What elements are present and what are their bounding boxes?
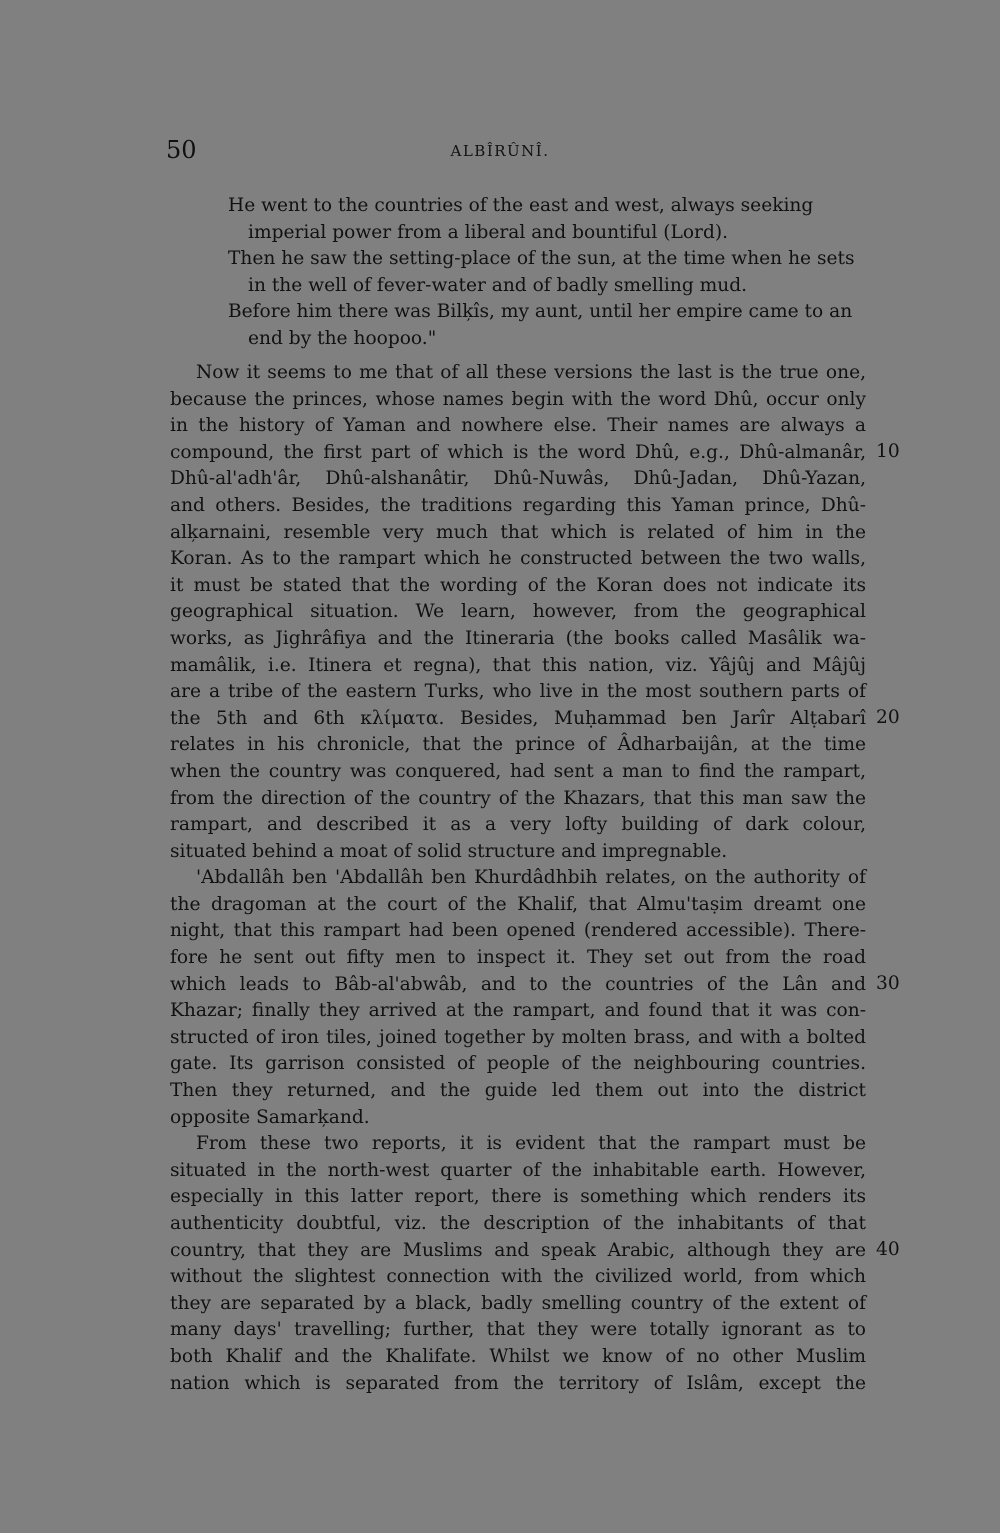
text-line: the 5th and 6th κλίματα. Besides, Muḥammad ben Jarîr Alṭabarî xyxy=(170,707,866,729)
text-line: because the princes, whose names begin with the word Dhû, occur only xyxy=(170,388,866,410)
text-line: Dhû-al'adh'âr, Dhû-alshanâtir, Dhû-Nuwâs, Dhû-Jadan, Dhû-Yazan, xyxy=(170,468,866,490)
line-number-marker: 30 xyxy=(876,973,900,994)
line-number-marker: 40 xyxy=(876,1239,900,1260)
text-line: and others. Besides, the traditions regarding this Yaman prince, Dhû- xyxy=(170,494,866,516)
verse-line: imperial power from a liberal and bountiful (Lord). xyxy=(248,221,729,243)
text-line: opposite Samarķand. xyxy=(170,1106,370,1128)
verse-quotation xyxy=(228,193,864,353)
text-line: 'Abdallâh ben 'Abdallâh ben Khurdâdhbih relates, on the authority of xyxy=(196,867,866,889)
text-line: which leads to Bâb-al'abwâb, and to the countries of the Lân and xyxy=(170,973,866,995)
verse-line: in the well of fever-water and of badly smelling mud. xyxy=(248,274,748,296)
text-line: nation which is separated from the territory of Islâm, except the xyxy=(170,1372,866,1394)
line-number-marker: 10 xyxy=(876,441,900,462)
paragraph xyxy=(170,865,866,1131)
verse-line: Before him there was Bilķîs, my aunt, until her empire came to an xyxy=(228,301,853,323)
line-number-marker: 20 xyxy=(876,707,900,728)
text-line: compound, the first part of which is the word Dhû, e.g., Dhû-almanâr, xyxy=(170,441,866,463)
text-line: especially in this latter report, there is something which renders its xyxy=(170,1186,866,1208)
verse-line: end by the hoopoo." xyxy=(248,327,437,349)
text-line: the dragoman at the court of the Khalif, that Almu'taṣim dreamt one xyxy=(170,893,866,915)
text-line: country, that they are Muslims and speak Arabic, although they are xyxy=(170,1239,866,1261)
page-header xyxy=(0,136,1000,166)
text-line: structed of iron tiles, joined together by molten brass, and with a bolted xyxy=(170,1026,866,1048)
verse-line: Then he saw the setting-place of the sun, at the time when he sets xyxy=(228,248,855,270)
text-line: from the direction of the country of the Khazars, that this man saw the xyxy=(170,787,866,809)
text-line: Then they returned, and the guide led them out into the district xyxy=(170,1080,866,1102)
text-line: mamâlik, i.e. Itinera et regna), that this nation, viz. Yâjûj and Mâjûj xyxy=(170,654,866,676)
text-line: Koran. As to the rampart which he constructed between the two walls, xyxy=(170,548,866,570)
text-line: it must be stated that the wording of the Koran does not indicate its xyxy=(170,574,866,596)
paragraph xyxy=(170,360,866,865)
text-line: Khazar; finally they arrived at the rampart, and found that it was con- xyxy=(170,1000,866,1022)
text-line: night, that this rampart had been opened (rendered accessible). There- xyxy=(170,920,866,942)
text-line: relates in his chronicle, that the prince of Âdharbaijân, at the time xyxy=(170,734,866,756)
text-line: gate. Its garrison consisted of people of the neighbouring countries. xyxy=(170,1053,866,1075)
text-line: both Khalif and the Khalifate. Whilst we know of no other Muslim xyxy=(170,1345,866,1367)
body-text xyxy=(170,360,866,1397)
page-number: 50 xyxy=(166,136,197,164)
text-line: works, as Jighrâfiya and the Itineraria (the books called Masâlik wa- xyxy=(170,627,866,649)
text-line: many days' travelling; further, that they were totally ignorant as to xyxy=(170,1319,866,1341)
text-line: situated behind a moat of solid structure and impregnable. xyxy=(170,840,728,862)
text-line: From these two reports, it is evident that the rampart must be xyxy=(196,1133,866,1155)
paragraph xyxy=(170,1131,866,1397)
verse-line: He went to the countries of the east and west, always seeking xyxy=(228,195,814,216)
text-line: alķarnaini, resemble very much that which is related of him in the xyxy=(170,521,866,543)
text-line: are a tribe of the eastern Turks, who live in the most southern parts of xyxy=(170,681,866,703)
text-line: without the slightest connection with the civilized world, from which xyxy=(170,1266,866,1288)
text-line: rampart, and described it as a very lofty building of dark colour, xyxy=(170,814,866,836)
text-line: authenticity doubtful, viz. the description of the inhabitants of that xyxy=(170,1213,866,1234)
text-line: geographical situation. We learn, however, from the geographical xyxy=(170,601,866,623)
running-title: ALBÎRÛNÎ. xyxy=(450,142,550,160)
text-line: situated in the north-west quarter of the inhabitable earth. However, xyxy=(170,1159,866,1181)
text-line: they are separated by a black, badly smelling country of the extent of xyxy=(170,1292,866,1314)
text-line: Now it seems to me that of all these versions the last is the true one, xyxy=(196,362,866,383)
text-line: in the history of Yaman and nowhere else. Their names are always a xyxy=(170,415,866,437)
text-line: when the country was conquered, had sent a man to find the rampart, xyxy=(170,760,866,782)
text-line: fore he sent out fifty men to inspect it. They set out from the road xyxy=(170,947,866,969)
